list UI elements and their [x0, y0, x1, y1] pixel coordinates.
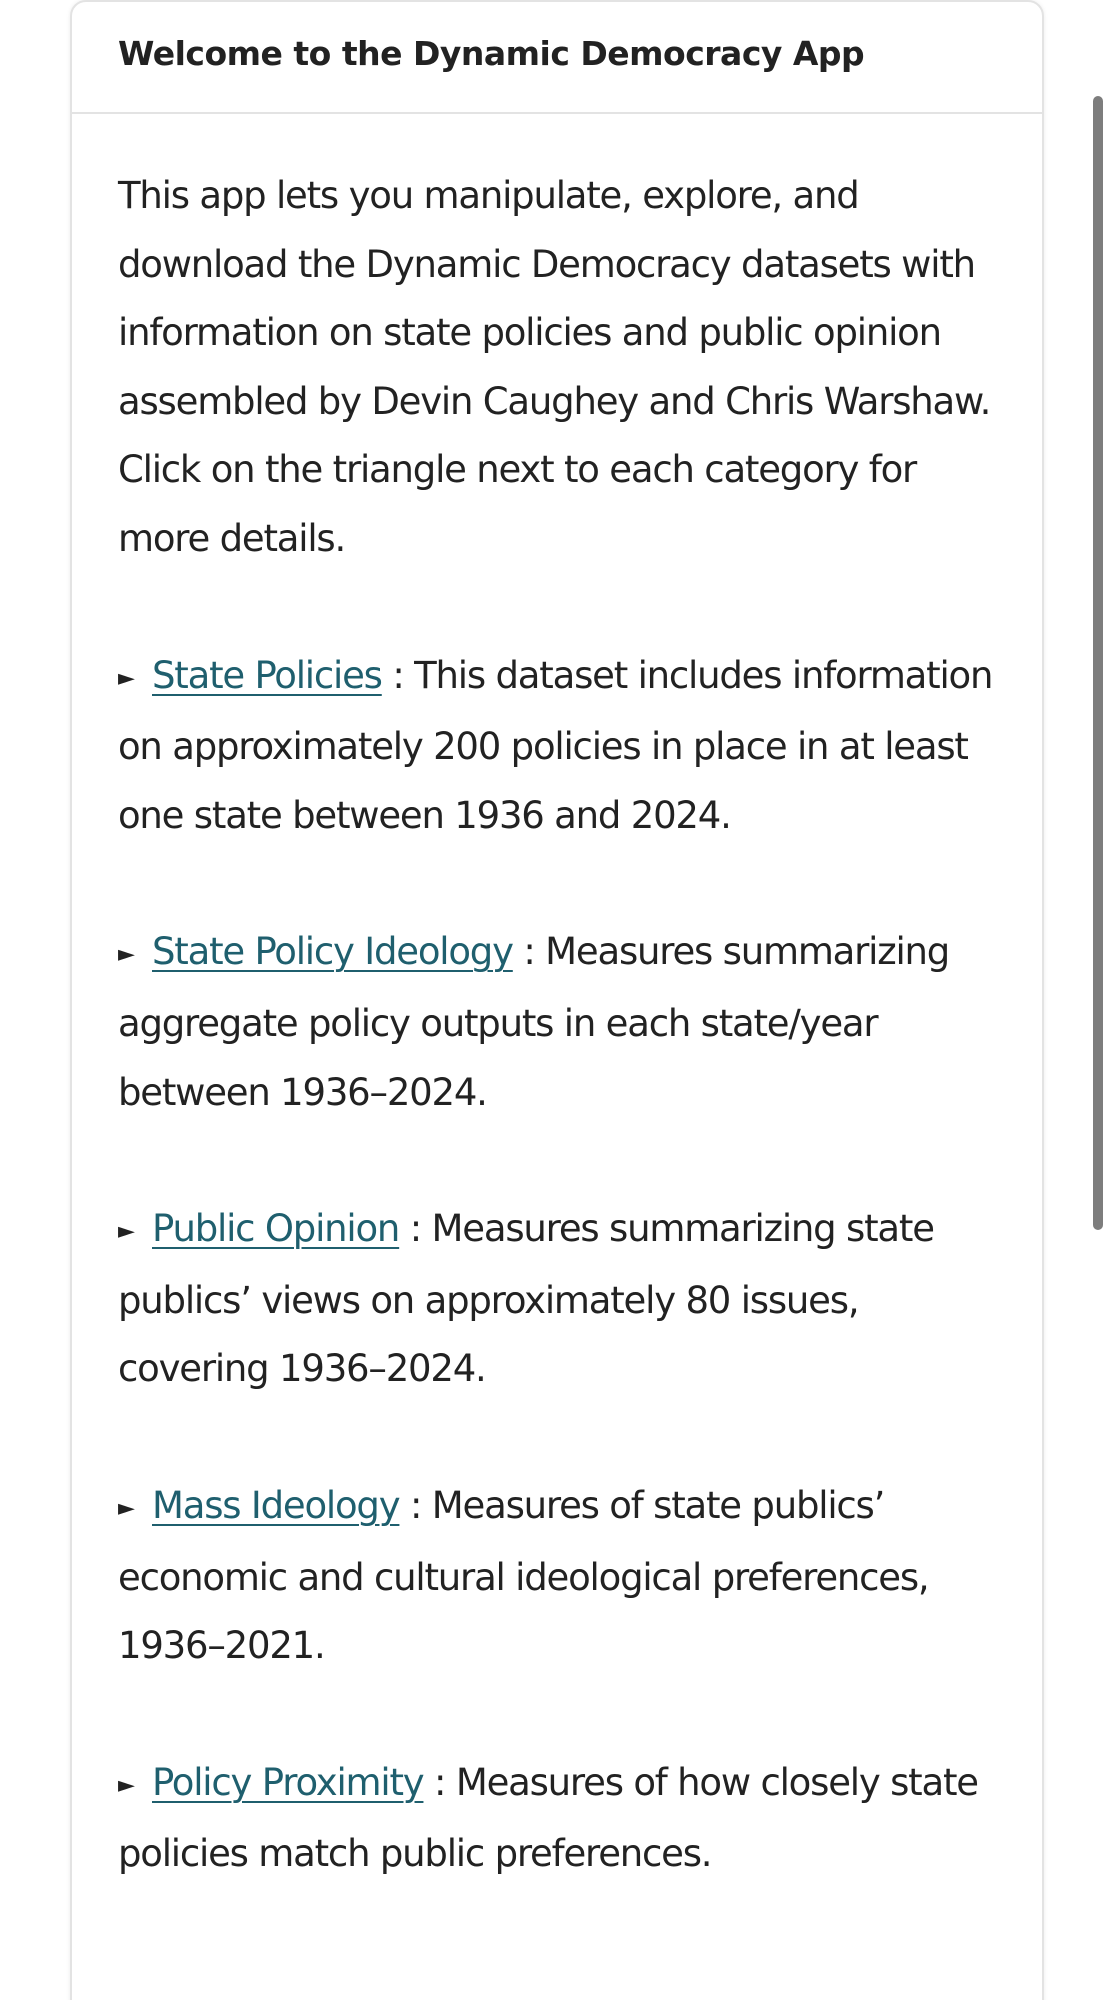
- policy-proximity-link[interactable]: Policy Proximity: [152, 1760, 424, 1804]
- mass-ideology-link[interactable]: Mass Ideology: [152, 1483, 400, 1527]
- intro-text: This app lets you manipulate, explore, and download the Dynamic Democracy datasets with information on state policies and public opinion assembled by Devin Caughey and Chris Warshaw. Click on the triangle next to each category for more details.: [118, 174, 991, 560]
- list-item-public-opinion: [118, 1195, 996, 1404]
- list-item-state-policies: [118, 642, 996, 851]
- state-policy-ideology-description: : Measures summarizing aggregate policy outputs in each state/year between 1936–2024.: [118, 930, 950, 1114]
- triangle-right-icon[interactable]: ►: [118, 1219, 134, 1245]
- triangle-right-icon[interactable]: ►: [118, 1495, 134, 1521]
- list-item-mass-ideology: [118, 1472, 996, 1681]
- policy-proximity-description: : Measures of how closely state policies match public preferences.: [118, 1760, 978, 1876]
- welcome-card: [70, 0, 1044, 2000]
- state-policies-link[interactable]: State Policies: [152, 653, 382, 697]
- mass-ideology-description: : Measures of state publics’ economic and cultural ideological preferences, 1936–2021.: [118, 1483, 929, 1668]
- card-body: [72, 114, 1042, 1889]
- triangle-right-icon[interactable]: ►: [118, 665, 134, 691]
- list-item-policy-proximity: [118, 1749, 996, 1889]
- public-opinion-description: : Measures summarizing state publics’ views on approximately 80 issues, covering 1936–2024.: [118, 1207, 934, 1391]
- triangle-right-icon[interactable]: ►: [118, 942, 134, 968]
- card-header: [72, 2, 1042, 114]
- public-opinion-link[interactable]: Public Opinion: [152, 1207, 400, 1251]
- state-policy-ideology-link[interactable]: State Policy Ideology: [152, 930, 513, 974]
- scrollbar-thumb[interactable]: [1093, 96, 1103, 1230]
- state-policies-description: : This dataset includes information on approximately 200 policies in place in at least one state between 1936 and 2024.: [118, 653, 993, 837]
- card-title: Welcome to the Dynamic Democracy App: [118, 33, 865, 73]
- triangle-right-icon[interactable]: ►: [118, 1772, 134, 1798]
- list-item-state-policy-ideology: [118, 918, 996, 1127]
